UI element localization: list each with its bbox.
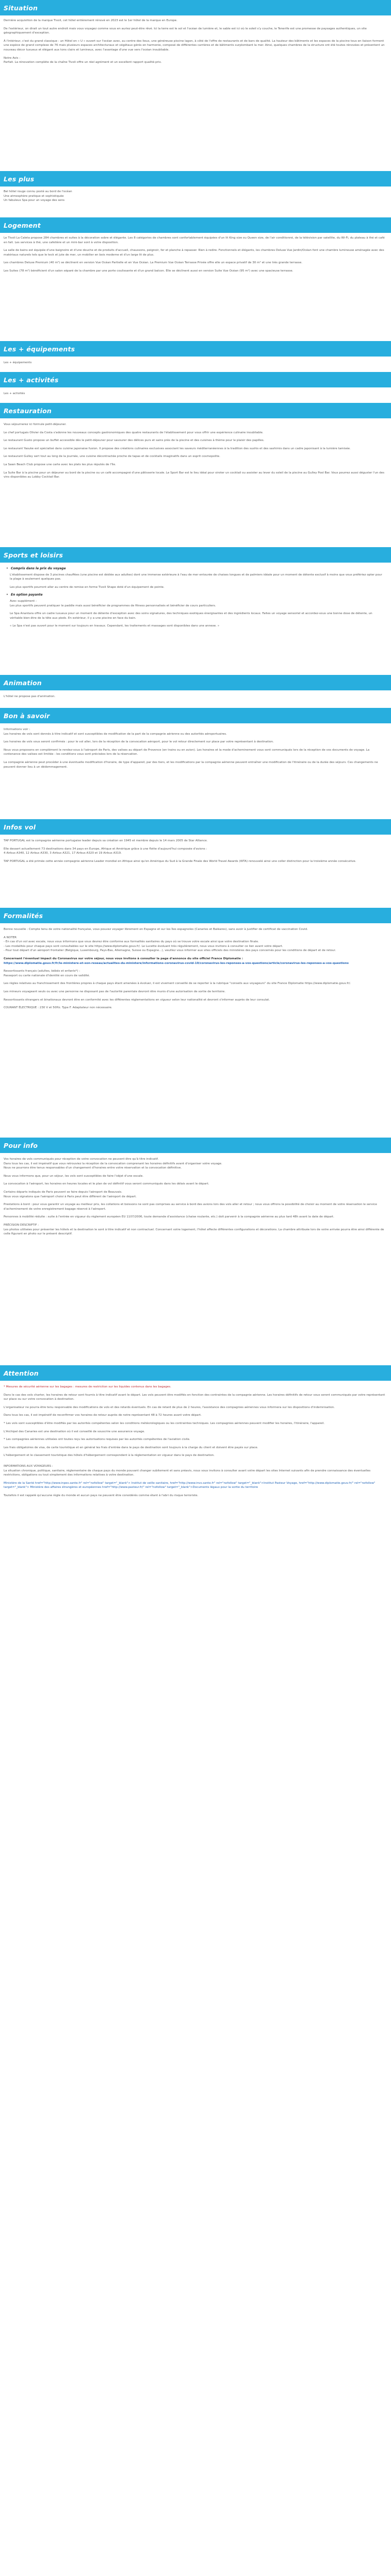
paragraph: Vos horaires de vols communiqués pour réception de votre convocation ne peuvent être qu'à titre indicatif. bbox=[4, 1158, 159, 1161]
paragraph: Passeport ou carte nationale d'identité en cours de validité. bbox=[4, 974, 90, 977]
paragraph: La situation chronique, politique, sanitaire, réglementaire de chaque pays du monde pouvant changer subitement et sans préavis, nous vous invitons à consulter avant votre départ les sites Internet suivants afin de prendre connaissance des éventuelles restrictions, obligations ou tout simplement des informations relatives à votre destination. bbox=[4, 1469, 371, 1477]
section-title: Formalités bbox=[4, 912, 43, 920]
pour-info-section bbox=[0, 1138, 391, 1360]
section-title: Bon à savoir bbox=[4, 712, 50, 720]
animation-section bbox=[0, 675, 391, 708]
section-title: Logement bbox=[4, 222, 41, 229]
formalites-section bbox=[0, 908, 391, 1132]
paragraph: - En cas d'un vol avec escale, nous vous informons que vous devrez être conforme aux formalités sanitaires du pays où se trouve votre escale ainsi que votre destination finale. bbox=[4, 940, 259, 944]
paragraph: Les + activités bbox=[4, 392, 25, 395]
paragraph: Les mineurs voyageant seuls ou avec une personne ne disposant pas de l'autorité parentale devront être munis d'une autorisation de sortie de territoire. bbox=[4, 990, 226, 993]
logement-header bbox=[0, 217, 391, 233]
paragraph: La Suite Bar à la piscine pour un déjeuner au bord de la piscine ou un café accompagné d'une pâtisserie locale. Le Sport Bar est le lieu idéal pour siroter un cocktail ou assister au lever du soleil de la piscine au Gulley Pool Bar. Vous pourrez aussi déguster l'un des vins disponibles au Lobby Cocktail Bar. bbox=[4, 471, 384, 479]
equipements-section bbox=[0, 341, 391, 372]
equipements-header bbox=[0, 341, 391, 357]
paragraph: Les horaires de vols sont donnés à titre indicatif et sont susceptibles de modification de la part de la compagnie aérienne ou des autorités aéroportuaires. bbox=[4, 732, 227, 736]
paragraph: Parfait. La rénovation complète de la chaîne Tivoli offre un réel agrément et un excellent rapport qualité-prix. bbox=[4, 61, 162, 64]
paragraph: « Le Spa n'est pas ouvert pour le moment sur toujours en travaux. Cependant, les traitements et massages sont disponibles dans une annexe. » bbox=[10, 624, 220, 628]
situation-header bbox=[0, 0, 391, 15]
paragraph: Les règles relatives au franchissement des frontières propres à chaque pays étant amenées à évoluer, il est vivement conseillé de se reporter à la rubrique "conseils aux voyageurs" du site France Diplomatie https://www.diplomatie.gouv.fr/. bbox=[4, 982, 351, 986]
paragraph: De l'extérieur, on dirait un tout autre endroit mais vous voyagez comme vous en auriez peut-être rêvé. Ici la terre est le sol et l'océan de lumière et, le sable est ici où le soleil s'y couche, le Tenerife est une promesse de paysages authentiques, un site géographiquement d'exception. bbox=[4, 27, 367, 35]
paragraph: Les plus sportifs pourront aller au centre de remise en forme Tivoli Shape doté d'un équipement de pointe. bbox=[10, 585, 165, 589]
formalites-header bbox=[0, 908, 391, 923]
paragraph: TAP PORTUGAL est la compagnie aérienne portugaise leader depuis sa création en 1945 et membre depuis le 14 mars 2005 de Star Alliance. bbox=[4, 839, 208, 842]
paragraph: La Sawn Beach Club propose une carte avec les plats les plus réputés de l'île. bbox=[4, 463, 116, 466]
section-title: Infos vol bbox=[4, 823, 36, 831]
bon-a-savoir-section bbox=[0, 708, 391, 816]
section-title: Les + équipements bbox=[4, 345, 75, 353]
restauration-section bbox=[0, 403, 391, 543]
paragraph: Dans tous les cas, il est impératif de reconfirmer vos horaires de retour auprès de notre représentant 48 à 72 heures avant votre départ. bbox=[4, 1414, 202, 1417]
paragraph: Un fabuleux Spa pour un voyage des sens bbox=[4, 199, 65, 202]
paragraph: Les photos utilisées pour présenter les hôtels et la destination le sont à titre indicatif et non contractuel. Concernant votre logement, l'hôtel affecte différentes configurations et décorations. La chambre attribuée lors de votre arrivée pourra être ainsi différente de celle figurant en photo sur le présent descriptif. bbox=[4, 1228, 384, 1236]
paragraph: Nous vous proposons en complément le rendez-vous à l'aéroport de Paris, des valises au départ de Provence (en trains ou en avion). Les horaires et la mode d'acheminement vous sont communiqués lors de la réception de vos documents de voyage. La contenance des valises est limitée : les conditions vous sont précisées lors de la réservation. bbox=[4, 748, 370, 756]
paragraph: Nous vous signalons que l'aéroport choisi à Paris peut être différent de l'aéroport de départ. bbox=[4, 1195, 137, 1198]
paragraph: TAP PORTUGAL a été primée cette année compagnie aérienne Leader mondial en Afrique ainsi qu'en Amérique du Sud à la Grande Finale des World Travel Awards (WTA) renouvelé ainsi une coller distinction pour la troisième année consécutive. bbox=[4, 859, 356, 863]
notice-title: INFORMATIONS AUX VOYAGEURS : bbox=[4, 1464, 53, 1468]
sports-header bbox=[0, 547, 391, 563]
paragraph: Nous vous informons que, pour un séjour, les vols sont susceptibles de faire l'objet d'une escale. bbox=[4, 1174, 144, 1178]
paragraph: - Pour tout départ d'un aéroport frontalier (Belgique, Luxembourg, Pays-Bas, Allemagne, Suisse ou Espagne...), veuillez vous informer aux sites officiels des ministères des pays concernés pour les conditions de départ et de retour. bbox=[4, 949, 336, 953]
paragraph: Informations voir : bbox=[4, 728, 30, 731]
section-title: Situation bbox=[4, 4, 38, 12]
infos-vol-section bbox=[0, 819, 391, 905]
paragraph: Le chef portugais Olivier da Costa s'adonne les nouveaux concepts gastronomiques des quatre restaurants de l'établissement pour vous offrir une expérience culinaire inoubliable. bbox=[4, 431, 264, 434]
paid-option-heading: • En option payante bbox=[4, 593, 385, 598]
paragraph: Les chambres Deluxe Premium (40 m²) se déclinent en version Vue Océan Partielle et en Vue Océan. La Premium Vue Océan Terrasse Privée offre elle un espace privatif de 30 m² et une très grande terrasse. bbox=[4, 261, 303, 265]
infos-vol-header bbox=[0, 819, 391, 835]
paragraph: - Les modalités pour chaque pays sont consultables sur le site https://www.diplomatie.gouv.fr/. Le Lucette évoluant très régulièrement, nous vous invitons à consulter ce lien avant votre départ. bbox=[4, 944, 283, 948]
paragraph: Concernant l'éventuel impact du Coronavirus sur votre séjour, nous vous invitons à consulter la page d'annonce du site officiel France Diplomatie : bbox=[4, 957, 243, 960]
paragraph: * Les compagnies aériennes utilisées ont toutes reçu les autorisations requises par les autorités compétentes de l'aviation civile. bbox=[4, 1438, 190, 1442]
bon-a-savoir-header bbox=[0, 708, 391, 723]
paragraph: Le restaurant Yasuke est spécialisé dans cuisine japonaise fusion. Il propose des créations culinaires exclusives associant les saveurs méditerranéennes à la tradition des sushis et des sashimis dans un cadre japonisant à la lumière tamisée. bbox=[4, 447, 351, 450]
pour-info-header bbox=[0, 1138, 391, 1153]
paragraph: Dernière acquisition de la marque Tivoli, cet hôtel entièrement rénové en 2023 est le 1er hôtel de la marque en Europe. bbox=[4, 19, 177, 22]
health-links[interactable]: Ministère de la Santé href="http://www.inpes.sante.fr" rel="nofollow" target="_blank"> Institut de veille sanitaire, href="http://www.invs.sante.fr" rel="nofollow" target="_blank">Institut Pasteur Voyage, href="http://www.diplomatie.gouv.fr/" rel="nofollow" target="_blank"> Ministère des affaires étrangères et européennes href="http://www.pasteur.fr/" rel="nofollow" target="_blank">Documents légaux pour la sortie du territoire bbox=[4, 1481, 376, 1489]
paragraph: La salle de bains est équipée d'une baignoire et d'une douche et de produits d'accueil, chaussons, peignoir, fer et planche à repasser. Rien à redire. Fonctionnels et élégants, les chambres Deluxe Vue Jardin/Océan font une chambre lumineuse aménagée avec des matériaux naturels tels que le teck et jute de mer, un mobilier en bois moderne et d'un large lit de plus. bbox=[4, 249, 384, 257]
paragraph: Nous ne pourrons être tenus responsables d'un changement d'horaires entre votre réservation et la convocation définitive. bbox=[4, 1166, 182, 1170]
plus-section bbox=[0, 171, 391, 217]
paragraph: Le restaurant Gusto propose un buffet accessible dès le petit-déjeuner pour savourer des délices purs et sains près de la piscine et des cuisines à thème pour le plaisir des papilles. bbox=[4, 439, 265, 443]
paragraph: Avec supplément : bbox=[10, 599, 37, 603]
activites-header bbox=[0, 372, 391, 387]
paragraph: Le Tivoli La Caleta propose 284 chambres et suites à la décoration sobre et élégante. Les 8 catégories de chambres sont confortablement équipées d'un lit King size ou Queen size, de l'air conditionné, de la télévision par satellite, du Wi-Fi, du plateau à thé et café en fait. Les services à thé, une cafetière et un mini-bar sont à votre disposition. bbox=[4, 236, 385, 244]
section-title: Pour info bbox=[4, 1142, 38, 1149]
logement-section bbox=[0, 217, 391, 341]
paragraph: Prestations à bord : pour vous garantir un voyage au meilleur prix, les collations et boissons ne sont pas comprises au service à bord des avions lors des vols aller et retour ; nous vous offrons la possibilité de choisir au moment de votre réservation le service d'acheminement de votre enregistrement bagage réservé à l'aéroport. bbox=[4, 1203, 377, 1211]
paragraph: Une atmosphère pratique et sophistiquée bbox=[4, 194, 64, 198]
paragraph: Dans le cas des vols charter, les horaires de retour sont fournis à titre indicatif avant le départ. Les vols peuvent être modifiés en fonction des contraintes de la compagnie aérienne. Les horaires définitifs de retour vous seront communiqués par votre représentant sur place ou sur votre convocation à destination. bbox=[4, 1393, 385, 1401]
paragraph: Elle dessert actuellement 73 destinations dans 34 pays en Europe, Afrique et Amérique grâce à une flotte d'aujourd'hui composée d'avions : bbox=[4, 847, 207, 851]
section-title: Sports et loisirs bbox=[4, 551, 63, 559]
paragraph: Le Spa Anantara offre un cadre luxueux pour un moment de détente d'exception avec des soins signatures, des techniques exotiques énergisantes et des ingrédients locaux. Faites un voyage sensoriel et accordez-vous une bonne dose de détente, un véritable bien-être de la tête aux pieds. En extérieur, il y a une piscine en face du bain. bbox=[10, 612, 372, 620]
attention-header bbox=[0, 1365, 391, 1381]
paragraph: L'organisateur ne pourra être tenu responsable des modifications de vols et des retards éventuels. En cas de retard de plus de 2 heures, l'assistance des compagnies aériennes vous informera sur les dispositions d'indemnisation. bbox=[4, 1405, 335, 1409]
paragraph: Toutefois il est rappelé qu'aucune règle du monde et aucun pays ne peuvent être considérés comme étant à l'abri du risque terroriste. bbox=[4, 1494, 199, 1497]
restauration-header bbox=[0, 403, 391, 418]
paragraph: Bel hôtel rouge connu posté au bord de l'océan bbox=[4, 190, 72, 193]
sports-section bbox=[0, 547, 391, 670]
paragraph: Certains départs indiqués de Paris peuvent se faire depuis l'aéroport de Beauvais. bbox=[4, 1190, 122, 1194]
plus-header bbox=[0, 171, 391, 187]
activites-section bbox=[0, 372, 391, 403]
paragraph: Les horaires de vols vous seront confirmés : pour le vol aller, lors de la réception de la convocation aéroport, pour le vol retour directement sur place par votre représentant à destination. bbox=[4, 740, 274, 744]
diplomatie-link[interactable]: https://www.diplomatie.gouv.fr/fr/le-ministere-et-son-reseau/actualites-du-ministere/informations-coronavirus-covid-19/coronavirus-les-reponses-a-vos-questions/article/coronavirus-les-reponses-a-vos-questions bbox=[4, 961, 349, 965]
situation-section bbox=[0, 0, 391, 166]
paragraph: Les Suites (78 m²) bénéficient d'un salon séparé de la chambre par une porte coulissante et d'un grand balcon. Elle se déclinent aussi en version Suite Vue Océan (95 m²) avec une spacieuse terrasse. bbox=[4, 269, 294, 273]
paragraph: Les plus sportifs peuvent pratiquer le paddle mais aussi bénéficier de programmes de fitness personnalisés et bénéficier de cours particuliers. bbox=[10, 604, 216, 607]
paragraph: L'hébergement et le classement touristique des hôtels d'hébergement correspondent à la réglementation en vigueur dans le pays de destination. bbox=[4, 1454, 215, 1458]
section-title: Restauration bbox=[4, 407, 52, 415]
paragraph: Ressortissants français (adultes, bébés et enfants*) : bbox=[4, 970, 80, 973]
paragraph: PRÉCISION DESCRIPTIF : bbox=[4, 1223, 39, 1227]
paragraph: L'établissement dispose de 3 piscines chauffées (une piscine est dédiée aux adultes) dont une immense extérieure à l'eau de mer entourée de chaises longues et de palmiers idéale pour un moment de détente exclusif à moins que vous préfériez opter pour la plage à seulement quelques pas. bbox=[10, 573, 382, 581]
paragraph: Notre Avis : bbox=[4, 56, 21, 60]
included-heading: • Compris dans le prix du voyage bbox=[4, 567, 385, 571]
paragraph: COURANT ÉLECTRIQUE : 230 V et 50Hz. Type F. Adaptateur non nécessaire. bbox=[4, 1006, 112, 1010]
paragraph: 4 Airbus A340, 12 Airbus A330, 3 Airbus A321, 17 Airbus A320 et 19 Airbus A319. bbox=[4, 852, 122, 855]
paragraph: Personnes à mobilité réduite : suite à l'entrée en vigueur du règlement européen EU 1107/2006, toute demande d'assistance (chaise roulante, etc.) doit parvenir à la compagnie aérienne au plus tard 48h avant la date de départ. bbox=[4, 1215, 334, 1219]
paragraph: La compagnie aérienne peut procéder à une éventuelle modification d'horaire, de type d'appareil, par des tiers, et les modifications par la compagnie aérienne peuvent entraîner une modification de l'itinéraire ou de la durée des séjours. Ces changements ne peuvent donner lieu à un dédommagement. bbox=[4, 760, 378, 769]
paragraph: Vous séjournerez ici formule petit-déjeuner. bbox=[4, 423, 67, 426]
paragraph: A NOTER bbox=[4, 936, 17, 939]
paragraph: Le restaurant Gulley sert tout au long de la journée, une cuisine décontractée proche de tapas et de cocktails imaginatifs dans un esprit cosmopolite. bbox=[4, 455, 220, 459]
paragraph: L'hôtel ne propose pas d'animation. bbox=[4, 695, 56, 698]
paragraph: À l'intérieur, c'est du grand classique : un Hôtel en « U » ouvert sur l'océan avec, au centre des lieux, une généreuse piscine lagon, à côté de l'offre de restaurants et de bars de qualité. La hauteur des bâtiments et les espaces de la piscine tous en liaison forment une espèce de grand complexe de 76 mais plusieurs espaces architecturaux et végétaux gérés en harmonie, composé de différentes carrières et de bâtiments surplombant la mer. Ainsi, quelques chambres de la structure ont été toutes rénovées et présentent un nouveau décor luxueux et élégant aux tons clairs et lumineux, avec l'avantage d'une vue vers l'océan inoubliable. bbox=[4, 39, 385, 52]
paragraph: L'Archipel des Canaries est une destination où il est conseillé de souscrire une assurance voyage. bbox=[4, 1430, 145, 1433]
section-title: Les + activités bbox=[4, 376, 59, 384]
paragraph: Dans tous les cas, il est impératif que vous retrouviez la réception de la convocation comprenant les horaires définitifs avant d'organiser votre voyage. bbox=[4, 1162, 222, 1165]
section-title: Animation bbox=[4, 679, 42, 687]
paragraph: Bonne nouvelle : Compte tenu de votre nationalité française, vous pouvez voyager librement en Espagne et sur les îles espagnoles (Canaries et Baléares), sans avoir à justifier de certificat de vaccination Covid. bbox=[4, 928, 308, 931]
attention-section bbox=[0, 1365, 391, 2576]
paragraph: Les + équipements bbox=[4, 361, 32, 364]
section-title: Attention bbox=[4, 1369, 39, 1377]
paragraph: La convocation à l'aéroport, les horaires en heures locales et le plan de vol définitif vous seront communiqués dans les délais avant le départ. bbox=[4, 1182, 209, 1186]
section-title: Les plus bbox=[4, 175, 35, 183]
paragraph: * Les vols sont susceptibles d'être modifiés par les autorités compétentes selon les conditions météorologiques ou les contraintes techniques. Les compagnies aériennes peuvent modifier les horaires, l'itinéraire, l'appareil. bbox=[4, 1421, 325, 1425]
animation-header bbox=[0, 675, 391, 690]
paragraph: Les frais obligatoires de visa, de carte touristique et en général les frais d'entrée dans le pays de destination sont toujours à la charge du client et doivent être payés sur place. bbox=[4, 1446, 258, 1449]
paragraph: * Mesures de sécurité aérienne sur les bagages : mesures de restriction sur les liquides contenus dans les bagages. bbox=[4, 1385, 171, 1388]
paragraph: Ressortissants étrangers et binationaux devront être en conformité avec les différentes réglementations en vigueur selon leur nationalité et devront s'informer auprès de leur consulat. bbox=[4, 998, 270, 1002]
